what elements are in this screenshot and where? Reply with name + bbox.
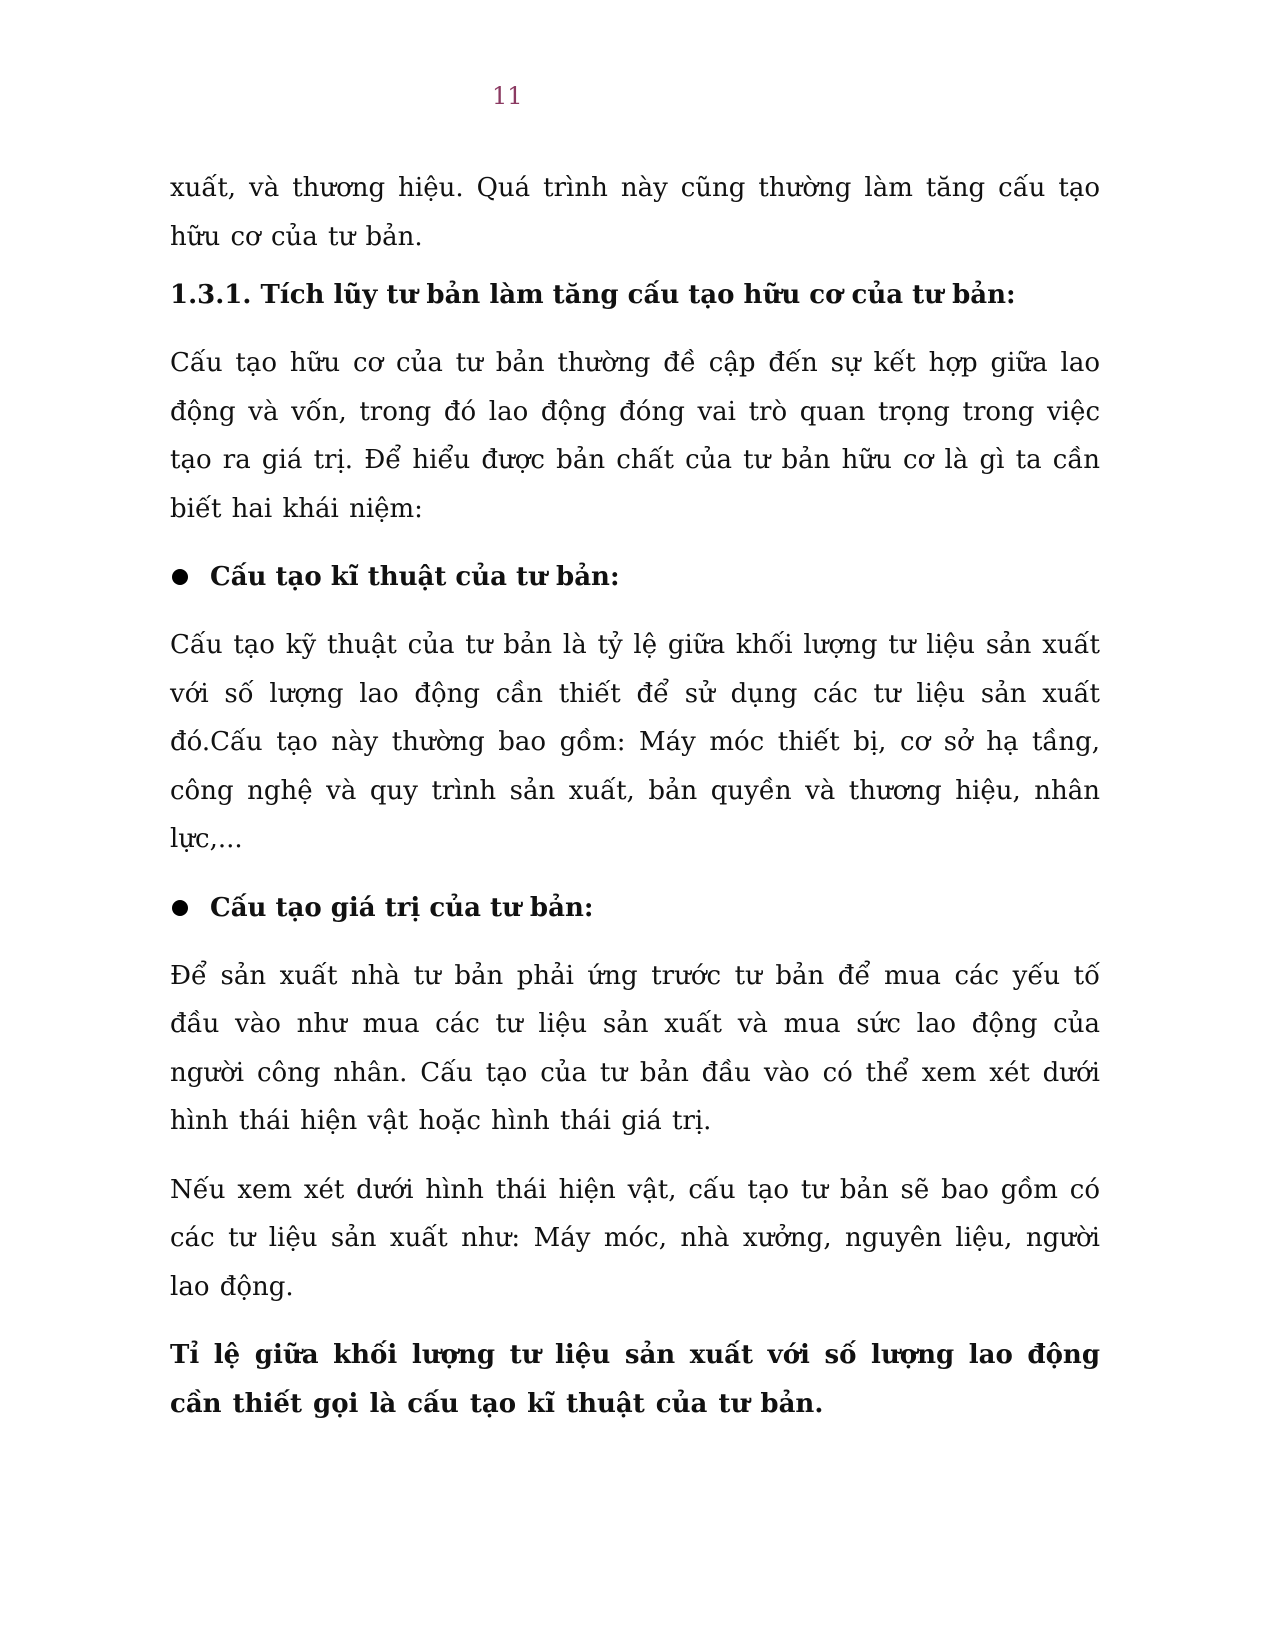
intro-paragraph: xuất, và thương hiệu. Quá trình này cũng thường làm tăng cấu tạo hữu cơ của tư bản.	[170, 173, 1100, 252]
bullet-heading-label: Cấu tạo giá trị của tư bản:	[210, 892, 594, 923]
page-content	[170, 164, 1100, 1428]
bullet-heading-value	[170, 884, 1100, 932]
page-number: 11	[492, 82, 523, 110]
conclusion-bold-paragraph: Tỉ lệ giữa khối lượng tư liệu sản xuất với số lượng lao động cần thiết gọi là cấu tạo kĩ thuật của tư bản.	[170, 1340, 1100, 1419]
bullet-heading-technical	[170, 553, 1100, 601]
section-heading: 1.3.1. Tích lũy tư bản làm tăng cấu tạo hữu cơ của tư bản:	[170, 280, 1016, 310]
bullet-icon	[172, 569, 188, 585]
value-paragraph-2: Nếu xem xét dưới hình thái hiện vật, cấu tạo tư bản sẽ bao gồm có các tư liệu sản xuất như: Máy móc, nhà xưởng, nguyên liệu, người lao động.	[170, 1174, 1100, 1302]
section-paragraph: Cấu tạo hữu cơ của tư bản thường đề cập đến sự kết hợp giữa lao động và vốn, trong đó lao động đóng vai trò quan trọng trong việc tạo ra giá trị. Để hiểu được bản chất của tư bản hữu cơ là gì ta cần biết hai khái niệm:	[170, 348, 1100, 524]
value-paragraph-1: Để sản xuất nhà tư bản phải ứng trước tư bản để mua các yếu tố đầu vào như mua các tư liệu sản xuất và mua sức lao động của người công nhân. Cấu tạo của tư bản đầu vào có thể xem xét dưới hình thái hiện vật hoặc hình thái giá trị.	[170, 960, 1100, 1136]
bullet-heading-label: Cấu tạo kĩ thuật của tư bản:	[210, 562, 620, 592]
technical-paragraph: Cấu tạo kỹ thuật của tư bản là tỷ lệ giữa khối lượng tư liệu sản xuất với số lượng lao động cần thiết để sử dụng các tư liệu sản xuất đó.Cấu tạo này thường bao gồm: Máy móc thiết bị, cơ sở hạ tầng, công nghệ và quy trình sản xuất, bản quyền và thương hiệu, nhân lực,...	[170, 630, 1100, 854]
bullet-icon	[172, 900, 188, 916]
